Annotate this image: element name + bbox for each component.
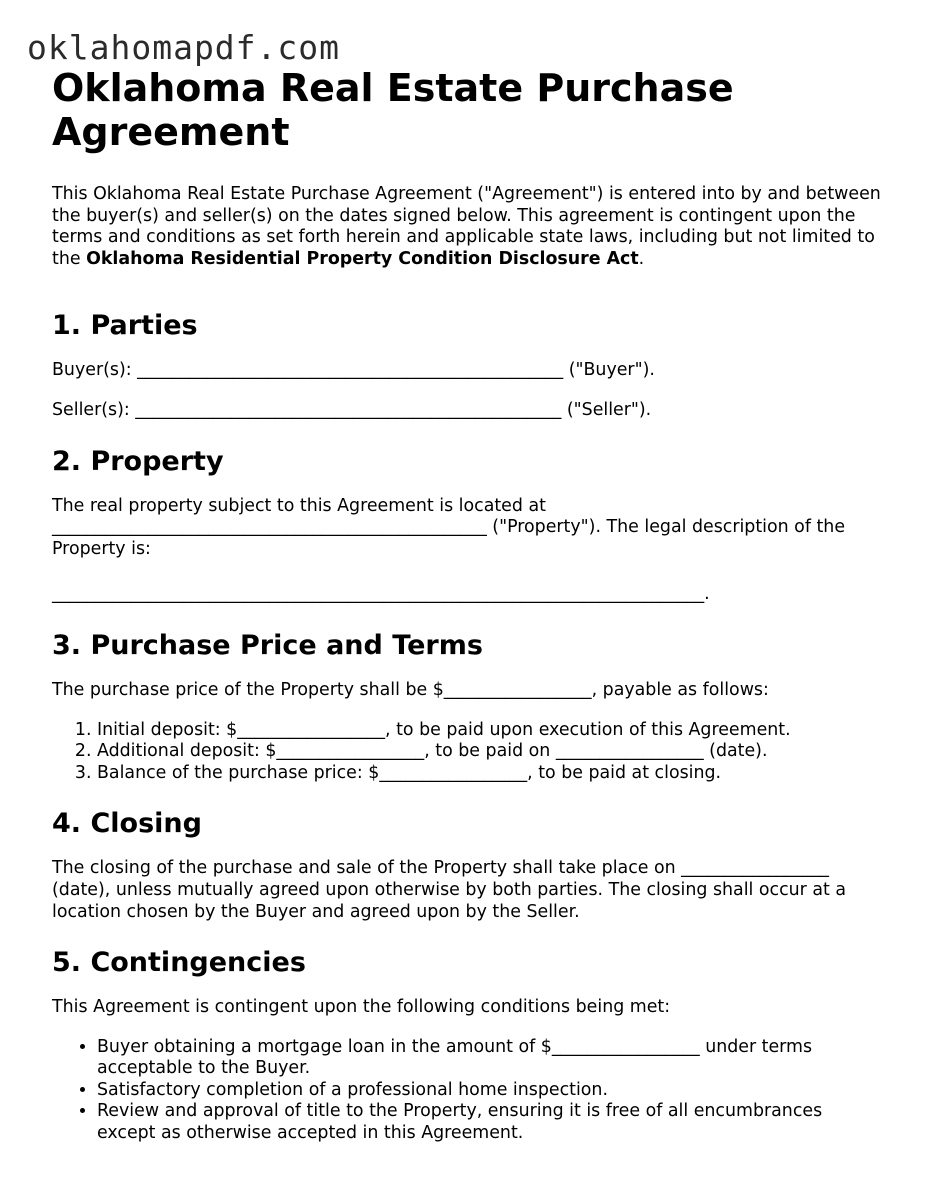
- page-title: Oklahoma Real Estate Purchase Agreement: [52, 66, 734, 154]
- section-closing: [52, 808, 882, 923]
- list-item: • Review and approval of title to the Property, ensuring it is free of all encumbrances except as otherwise accepted in this Agreement.: [97, 1101, 882, 1144]
- list-item: • Satisfactory completion of a professional home inspection.: [97, 1080, 882, 1102]
- buyer-line: Buyer(s): _________________________________________________ ("Buyer").: [52, 360, 655, 381]
- closing-paragraph: The closing of the purchase and sale of the Property shall take place on _________________ (date), unless mutually agreed upon otherwise by both parties. The closing shall occur at a location chosen by the Buyer and agreed upon by the Seller.: [52, 858, 847, 922]
- list-item: 2. Additional deposit: $_________________, to be paid on _________________ (date).: [97, 741, 882, 763]
- section-heading: 2. Property: [52, 445, 224, 477]
- section-heading: 4. Closing: [52, 808, 202, 840]
- section-contingencies: [52, 947, 882, 1145]
- property-paragraph: The real property subject to this Agreement is located at __________________________________________________ ("Property"). The legal description of the Property is:: [52, 495, 846, 559]
- seller-line: Seller(s): _________________________________________________ ("Seller").: [52, 399, 652, 420]
- section-property: [52, 446, 882, 606]
- watermark: oklahomapdf.com: [27, 28, 341, 67]
- legal-description-line: ___________________________________________________________________________.: [52, 584, 710, 605]
- section-price: [52, 630, 882, 784]
- list-item: 1. Initial deposit: $_________________, to be paid upon execution of this Agreement.: [97, 720, 882, 742]
- payment-list: [52, 720, 882, 785]
- intro-text: This Oklahoma Real Estate Purchase Agreement ("Agreement") is entered into by and between the buyer(s) and seller(s) on the dates signed below. This agreement is contingent upon the terms and conditions as set forth herein and applicable state laws, including but not limited to the: [52, 184, 881, 269]
- contingencies-list: [52, 1037, 882, 1145]
- contingencies-paragraph: This Agreement is contingent upon the following conditions being met:: [52, 997, 671, 1018]
- section-heading: 5. Contingencies: [52, 947, 306, 979]
- price-paragraph: The purchase price of the Property shall be $_________________, payable as follows:: [52, 679, 769, 700]
- document-body: [52, 66, 882, 1169]
- list-item: • Buyer obtaining a mortgage loan in the amount of $_________________ under terms acceptable to the Buyer.: [97, 1037, 882, 1080]
- section-heading: 3. Purchase Price and Terms: [52, 629, 483, 661]
- intro-text-end: .: [638, 248, 645, 269]
- intro-paragraph: [52, 184, 882, 270]
- list-item: 3. Balance of the purchase price: $_________________, to be paid at closing.: [97, 763, 882, 785]
- intro-act-name: Oklahoma Residential Property Condition Disclosure Act: [86, 248, 639, 269]
- section-parties: [52, 310, 882, 421]
- section-heading: 1. Parties: [52, 310, 198, 342]
